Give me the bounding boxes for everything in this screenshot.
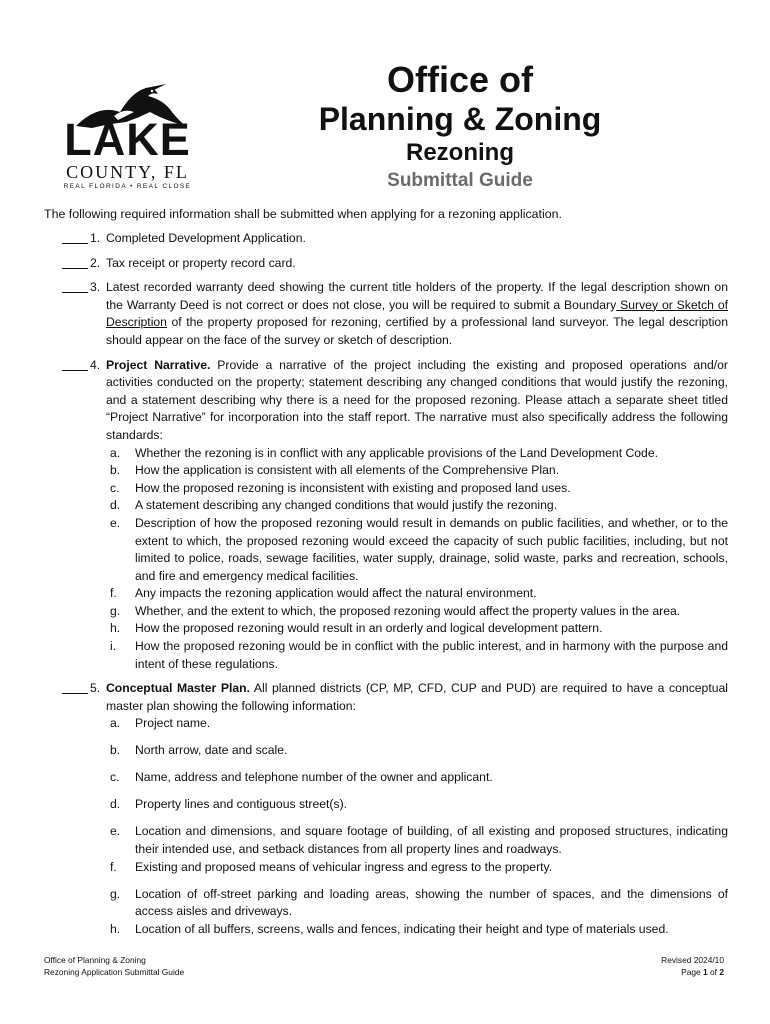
list-item [106, 715, 728, 733]
item-text: How the proposed rezoning is inconsistent with existing and proposed land uses. [135, 480, 571, 495]
checkbox-blank[interactable] [62, 693, 88, 694]
document-header [280, 60, 640, 194]
item-text-part: Latest recorded warranty deed showing the current title holders of the property. If the legal description shown on the Warranty Deed is not correct or does not close, you will be required to submit a Boundary [106, 280, 728, 312]
requirement-item-5 [62, 680, 728, 938]
page-of: of [707, 967, 720, 977]
item-text: Completed Development Application. [106, 231, 306, 245]
lake-county-logo [60, 82, 195, 194]
list-item [106, 638, 728, 673]
item-letter: g. [110, 603, 121, 618]
list-item [106, 859, 728, 877]
item-letter: a. [110, 716, 121, 731]
header-office: Office of [386, 59, 533, 100]
item-text-part: of the property proposed for rezoning, certified by a professional land surveyor. The legal description should appear on the face of the survey or sketch of description. [106, 315, 728, 347]
requirement-item-3 [62, 279, 728, 349]
item-text: Location of all buffers, screens, walls and fences, indicating their height and type of materials used. [135, 921, 669, 936]
header-subject: Rezoning [406, 139, 514, 166]
list-item [106, 886, 728, 921]
footer-office: Office of Planning & Zoning [44, 955, 146, 965]
item-text: How the proposed rezoning would result in an orderly and logical development pattern. [135, 621, 603, 636]
list-item [106, 480, 728, 498]
item-letter: d. [110, 797, 121, 812]
item-letter: d. [110, 498, 121, 513]
requirement-item-2 [62, 255, 728, 273]
page-total: 2 [719, 967, 724, 977]
checkbox-blank[interactable] [62, 292, 88, 293]
item-letter: f. [110, 586, 117, 601]
item-text: Existing and proposed means of vehicular ingress and egress to the property. [135, 859, 553, 874]
item-letter: b. [110, 743, 121, 758]
list-item [106, 462, 728, 480]
header-guide: Submittal Guide [387, 170, 533, 191]
item-letter: c. [110, 770, 120, 785]
list-item [106, 620, 728, 638]
item-text: A statement describing any changed conditions that would justify the rezoning. [135, 498, 558, 513]
item-number: 5. [90, 681, 101, 696]
footer-revised: Revised 2024/10 [661, 955, 724, 965]
item-letter: c. [110, 480, 120, 495]
checkbox-blank[interactable] [62, 370, 88, 371]
page-prefix: Page [681, 967, 704, 977]
footer-document: Rezoning Application Submittal Guide [44, 967, 185, 977]
survey-sketch-link: Survey or Sketch of Description [106, 297, 728, 330]
item-text: Whether, and the extent to which, the proposed rezoning would affect the property values in the area. [135, 603, 681, 618]
item-letter: a. [110, 445, 121, 460]
item-text: Name, address and telephone number of the owner and applicant. [135, 770, 493, 785]
list-item [106, 585, 728, 603]
item-text: Tax receipt or property record card. [106, 255, 296, 270]
item-text: How the application is consistent with all elements of the Comprehensive Plan. [135, 463, 560, 478]
checkbox-blank[interactable] [62, 268, 88, 269]
item-letter: e. [110, 515, 121, 530]
item-text: Description of how the proposed rezoning would result in demands on public facilities, and whether, or to the extent to which, the proposed rezoning would exceed the capacity of such public facilities, including, but not limited to police, roads, sewage facilities, water supply, drainage, solid waste, parks and recreation, schools, and fire and emergency medical facilities. [135, 515, 728, 583]
page-current: 1 [703, 967, 708, 977]
requirement-item-4 [62, 357, 728, 674]
item-letter: g. [110, 886, 121, 901]
item-letter: b. [110, 463, 121, 478]
item-letter: h. [110, 621, 121, 636]
checkbox-blank[interactable] [62, 243, 88, 244]
requirements-list [62, 230, 728, 938]
item-number: 2. [90, 255, 101, 270]
list-item [106, 497, 728, 515]
item-text-part: Provide a narrative of the project including the existing and proposed operations and/or activities conducted on the property; statement describing any changed conditions that would justify the rezoning, and a statement describing why there is a need for the proposed rezoning. Please attach a separate sheet titled “Project Narrative” for incorporation into the staff report. The narrative must also specifically address the following standards: [106, 357, 728, 442]
narrative-standards-list [106, 445, 728, 674]
item-number: 3. [90, 280, 101, 295]
footer-page-number [661, 966, 724, 978]
item-text [106, 357, 728, 445]
item-text: North arrow, date and scale. [135, 743, 288, 758]
list-item [106, 603, 728, 621]
item-text [106, 680, 728, 715]
footer-right [661, 954, 724, 978]
requirement-item-1 [62, 230, 728, 248]
logo-tagline: REAL FLORIDA • REAL CLOSE [63, 183, 192, 190]
item-text: Project name. [135, 716, 211, 731]
item-letter: f. [110, 859, 117, 874]
list-item [106, 742, 728, 760]
item-letter: h. [110, 921, 121, 936]
item-text: Any impacts the rezoning application would affect the natural environment. [135, 586, 537, 601]
intro-text: The following required information shall be submitted when applying for a rezoning application. [44, 207, 562, 221]
list-item [106, 823, 728, 858]
item-heading: Conceptual Master Plan. [106, 681, 250, 696]
item-text: How the proposed rezoning would be in conflict with the public interest, and in harmony with the purpose and intent of these regulations. [135, 639, 728, 671]
header-department: Planning & Zoning [318, 101, 602, 137]
list-item [106, 769, 728, 787]
item-text [106, 279, 728, 349]
list-item [106, 796, 728, 814]
item-text: Whether the rezoning is in conflict with any applicable provisions of the Land Development Code. [135, 445, 659, 460]
item-heading: Project Narrative. [106, 357, 211, 372]
logo-wordmark: LAKE [64, 114, 191, 165]
item-letter: i. [110, 639, 117, 654]
list-item [106, 445, 728, 463]
item-letter: e. [110, 824, 121, 839]
master-plan-list [106, 715, 728, 814]
item-text: Location of off-street parking and loading areas, showing the number of spaces, and the dimensions of access aisles and driveways. [135, 886, 728, 919]
item-text: Property lines and contiguous street(s). [135, 797, 348, 812]
list-item [106, 515, 728, 585]
item-number: 1. [90, 231, 101, 245]
item-number: 4. [90, 357, 101, 372]
item-text: Location and dimensions, and square footage of building, of all existing and proposed structures, indicating their intended use, and setback distances from all property lines and roadways. [135, 824, 728, 856]
list-item [106, 921, 728, 939]
master-plan-list-continued [106, 823, 728, 938]
footer-left [44, 954, 184, 978]
logo-county: COUNTY, FL [66, 162, 189, 182]
item-text-part: All planned districts (CP, MP, CFD, CUP and PUD) are required to have a conceptual master plan showing the following information: [106, 681, 728, 713]
